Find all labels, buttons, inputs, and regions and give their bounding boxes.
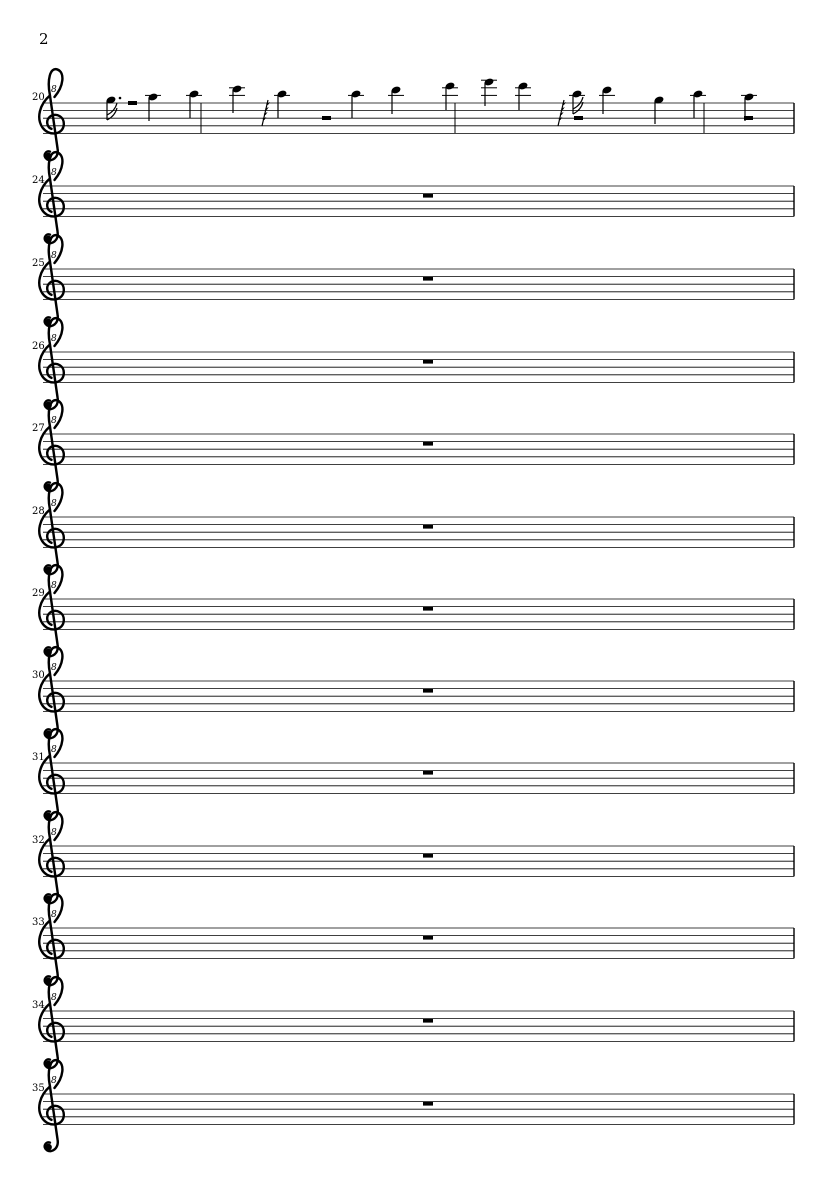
octave-mark: 8 xyxy=(51,745,57,755)
measure-number: 28 xyxy=(32,506,45,517)
measure-number: 26 xyxy=(32,341,45,352)
treble-clef-icon xyxy=(39,318,64,409)
octave-mark: 8 xyxy=(51,1076,57,1086)
system-20 xyxy=(32,69,794,160)
system-30 xyxy=(32,647,794,738)
measure-number: 30 xyxy=(32,670,45,681)
page-number: 2 xyxy=(39,30,49,48)
treble-clef-icon xyxy=(39,69,64,160)
whole-rest xyxy=(423,689,433,693)
note-flag xyxy=(107,103,117,120)
system-28 xyxy=(32,483,794,574)
note-flag xyxy=(573,97,583,114)
measure-number: 24 xyxy=(32,175,45,186)
treble-clef-icon xyxy=(39,977,64,1068)
system-29 xyxy=(32,565,794,656)
whole-rest xyxy=(423,854,433,858)
measure-number: 33 xyxy=(32,917,45,928)
system-26 xyxy=(32,318,794,409)
octave-mark: 8 xyxy=(51,499,57,509)
treble-clef-icon xyxy=(39,647,64,738)
measure-number: 35 xyxy=(32,1083,45,1094)
whole-rest xyxy=(423,277,433,281)
octave-mark: 8 xyxy=(51,910,57,920)
measure-number: 27 xyxy=(32,423,45,434)
whole-rest xyxy=(423,525,433,529)
system-31 xyxy=(32,729,794,820)
treble-clef-icon xyxy=(39,1060,64,1151)
whole-rest xyxy=(423,194,433,198)
whole-rest xyxy=(423,1019,433,1023)
system-32 xyxy=(32,812,794,903)
measure-number: 25 xyxy=(32,258,45,269)
treble-clef-icon xyxy=(39,483,64,574)
octave-mark: 8 xyxy=(51,85,57,95)
whole-rest xyxy=(423,442,433,446)
half-rest xyxy=(744,116,753,120)
treble-clef-icon xyxy=(39,729,64,820)
half-rest xyxy=(322,116,331,120)
system-34 xyxy=(32,977,794,1068)
system-25 xyxy=(32,235,794,326)
octave-mark: 8 xyxy=(51,168,57,178)
treble-clef-icon xyxy=(39,152,64,243)
augmentation-dot xyxy=(119,97,122,100)
octave-mark: 8 xyxy=(51,416,57,426)
system-27 xyxy=(32,400,794,491)
treble-clef-icon xyxy=(39,812,64,903)
system-24 xyxy=(32,152,794,243)
whole-rest xyxy=(423,360,433,364)
octave-mark: 8 xyxy=(51,334,57,344)
measure-number: 20 xyxy=(32,92,45,103)
measure-number: 31 xyxy=(32,752,45,763)
octave-mark: 8 xyxy=(51,251,57,261)
system-33 xyxy=(32,894,794,985)
whole-rest xyxy=(423,936,433,940)
half-rest xyxy=(574,116,583,120)
whole-rest xyxy=(423,1102,433,1106)
whole-rest xyxy=(423,771,433,775)
measure-number: 34 xyxy=(32,1000,45,1011)
octave-mark: 8 xyxy=(51,828,57,838)
treble-clef-icon xyxy=(39,894,64,985)
octave-mark: 8 xyxy=(51,663,57,673)
treble-clef-icon xyxy=(39,565,64,656)
treble-clef-icon xyxy=(39,400,64,491)
octave-mark: 8 xyxy=(51,581,57,591)
system-35 xyxy=(32,1060,794,1151)
measure-number: 29 xyxy=(32,588,45,599)
half-rest xyxy=(128,101,137,105)
treble-clef-icon xyxy=(39,235,64,326)
whole-rest xyxy=(423,607,433,611)
measure-number: 32 xyxy=(32,835,45,846)
octave-mark: 8 xyxy=(51,993,57,1003)
